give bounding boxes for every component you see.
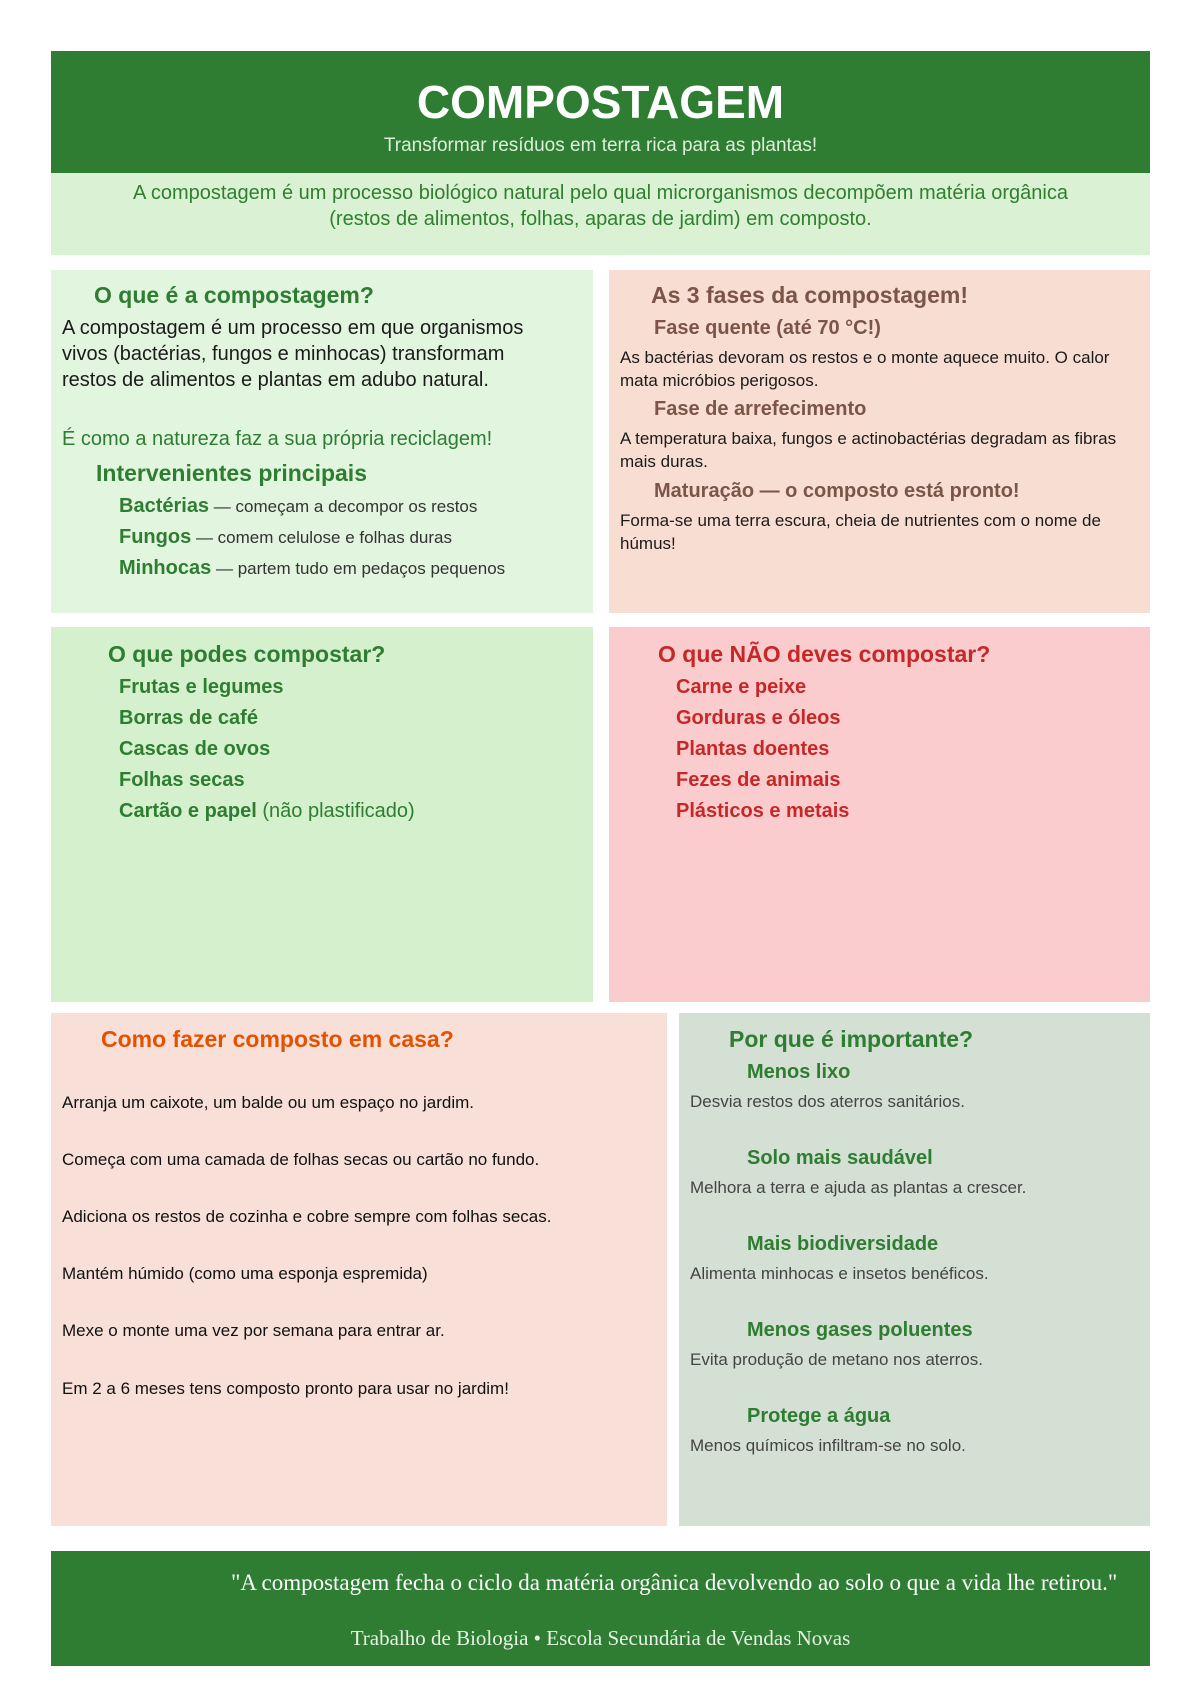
step-item: Adiciona os restos de cozinha e cobre sempre com folhas secas. <box>62 1207 552 1226</box>
list-item: Gorduras e óleos <box>676 707 841 729</box>
section-title: As 3 fases da compostagem! <box>651 282 969 308</box>
page-title: COMPOSTAGEM <box>416 76 785 128</box>
list-item: Frutas e legumes <box>119 676 284 698</box>
subsection-title: Intervenientes principais <box>96 460 367 486</box>
benefit-description: Menos químicos infiltram-se no solo. <box>690 1436 966 1455</box>
phase-description: As bactérias devoram os restos e o monte aquece muito. O calor mata micróbios perigosos. <box>620 348 1110 390</box>
list-item: Cascas de ovos <box>119 738 271 760</box>
list-item: Fezes de animais <box>676 769 841 791</box>
list-item: Cartão e papel (não plastificado) <box>119 800 415 822</box>
section-how-to <box>51 1013 667 1526</box>
list-item: Minhocas — partem tudo em pedaços pequenos <box>119 557 506 579</box>
section-phases <box>609 270 1150 613</box>
footer-credit: Trabalho de Biologia • Escola Secundária de Vendas Novas <box>350 1626 851 1650</box>
benefit-title: Protege a água <box>747 1405 891 1427</box>
benefit-title: Menos gases poluentes <box>747 1319 973 1341</box>
footer-quote: "A compostagem fecha o ciclo da matéria orgânica devolvendo ao solo o que a vida lhe retirou." <box>231 1570 1118 1595</box>
benefit-description: Alimenta minhocas e insetos benéficos. <box>690 1264 989 1283</box>
page-header <box>51 51 1150 173</box>
step-item: Mexe o monte uma vez por semana para entrar ar. <box>62 1321 445 1340</box>
list-item: Carne e peixe <box>676 676 807 698</box>
step-item: Arranja um caixote, um balde ou um espaço no jardim. <box>62 1093 474 1112</box>
list-item: Bactérias — começam a decompor os restos <box>119 495 478 517</box>
section-cannot-compost <box>609 627 1150 1002</box>
phase-title: Fase de arrefecimento <box>654 398 867 420</box>
section-title: O que podes compostar? <box>108 641 386 667</box>
benefit-description: Evita produção de metano nos aterros. <box>690 1350 983 1369</box>
list-item: Fungos — comem celulose e folhas duras <box>119 526 453 548</box>
section-body: A compostagem é um processo em que organismos vivos (bactérias, fungos e minhocas) transformam restos de alimentos e plantas em adubo natural. <box>62 317 524 391</box>
list-item: Folhas secas <box>119 769 245 791</box>
phase-description: Forma-se uma terra escura, cheia de nutrientes com o nome de húmus! <box>620 511 1101 553</box>
benefit-title: Solo mais saudável <box>747 1147 933 1169</box>
intro-line: A compostagem é um processo biológico natural pelo qual microrganismos decompõem matéria orgânica <box>133 182 1068 204</box>
section-title: Como fazer composto em casa? <box>101 1026 454 1052</box>
list-item: Plásticos e metais <box>676 800 850 822</box>
section-why-important <box>679 1013 1150 1526</box>
highlight-note: É como a natureza faz a sua própria reciclagem! <box>62 428 493 450</box>
phase-title: Fase quente (até 70 °C!) <box>654 317 881 339</box>
benefit-description: Melhora a terra e ajuda as plantas a crescer. <box>690 1178 1027 1197</box>
page-footer <box>51 1551 1150 1666</box>
page-subtitle: Transformar resíduos em terra rica para as plantas! <box>383 135 818 156</box>
list-item: Plantas doentes <box>676 738 830 760</box>
benefit-description: Desvia restos dos aterros sanitários. <box>690 1092 965 1111</box>
benefit-title: Mais biodiversidade <box>747 1233 939 1255</box>
phase-description: A temperatura baixa, fungos e actinobactérias degradam as fibras mais duras. <box>620 429 1117 471</box>
intro-panel <box>51 173 1150 255</box>
step-item: Em 2 a 6 meses tens composto pronto para usar no jardim! <box>62 1379 509 1398</box>
section-title: O que é a compostagem? <box>94 282 374 308</box>
benefit-title: Menos lixo <box>747 1061 851 1083</box>
section-title: O que NÃO deves compostar? <box>658 641 991 667</box>
section-title: Por que é importante? <box>729 1026 974 1052</box>
section-what-is <box>51 270 593 613</box>
phase-title: Maturação — o composto está pronto! <box>654 480 1020 502</box>
intro-line: (restos de alimentos, folhas, aparas de jardim) em composto. <box>329 208 872 230</box>
section-can-compost <box>51 627 593 1002</box>
list-item: Borras de café <box>119 707 258 729</box>
step-item: Mantém húmido (como uma esponja espremida) <box>62 1264 428 1283</box>
step-item: Começa com uma camada de folhas secas ou cartão no fundo. <box>62 1150 540 1169</box>
